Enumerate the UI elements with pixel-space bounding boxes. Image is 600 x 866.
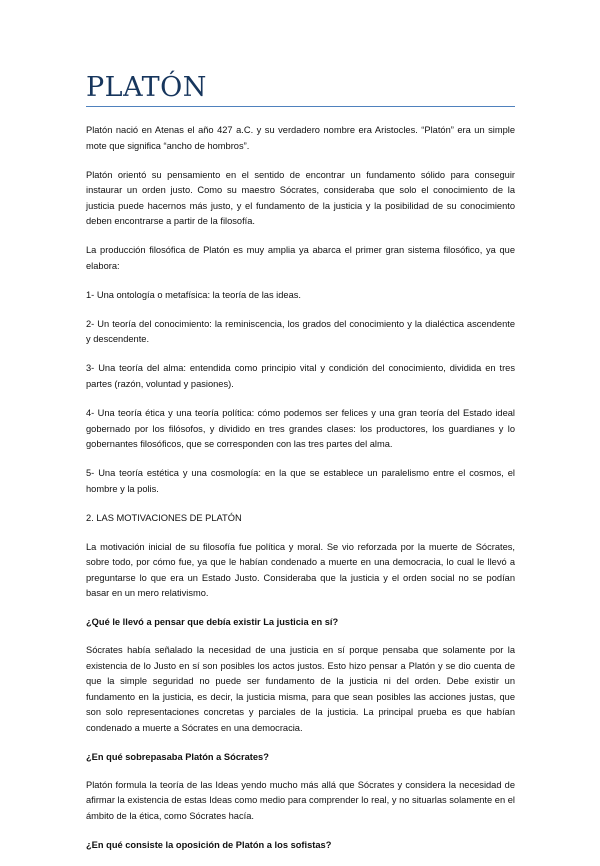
list-item-ethics-politics: 4- Una teoría ética y una teoría política: cómo podemos ser felices y una gran teoría del Estado ideal gobernado por los filósofos, y dividido en tres grandes clases: los productores, los guardianes y lo gobernantes filosóficos, que se corresponden con las tres partes del alma. xyxy=(86,408,515,450)
production-paragraph: La producción filosófica de Platón es muy amplia ya abarca el primer gran sistema filosófico, ya que elabora: xyxy=(86,245,515,271)
intro-paragraph: Platón nació en Atenas el año 427 a.C. y su verdadero nombre era Aristocles. “Platón” era un simple mote que significa “ancho de hombros”. xyxy=(86,125,515,151)
section-heading: 2. LAS MOTIVACIONES DE PLATÓN xyxy=(86,512,242,523)
motivations-paragraph: La motivación inicial de su filosofía fue política y moral. Se vio reforzada por la muerte de Sócrates, sobre todo, por cómo fue, ya que le habían condenado a muerte en una democracia, lo cual le llevó a preguntarse lo que era un Estado Justo. Consideraba que la justicia y el orden social no se podían basar en un mero relativismo. xyxy=(86,541,515,599)
list-item-knowledge: 2- Un teoría del conocimiento: la reminiscencia, los grados del conocimiento y la dialéctica ascendente y descendente. xyxy=(86,318,515,345)
question-heading: ¿En qué sobrepasaba Platón a Sócrates? xyxy=(86,751,269,762)
list-item-soul: 3- Una teoría del alma: entendida como principio vital y condición del conocimiento, dividida en tres partes (razón, voluntad y pasiones). xyxy=(86,363,515,389)
title-underline xyxy=(86,106,515,107)
answer-paragraph: Sócrates había señalado la necesidad de una justicia en sí porque pensaba que solamente por la existencia de lo Justo en sí son posibles los actos justos. Esto hizo pensar a Platón y se dio cuenta de que la simple seguridad no puede ser fundamento de la justicia ni del orden. Debe existir un fundamento en la justicia, es decir, la justicia misma, para que sean posibles las acciones justas, que son solo representaciones concretas y parciales de la justicia. La principal prueba es que habían condenado a muerte a Sócrates en una democracia. xyxy=(86,645,515,733)
page-title: PLATÓN xyxy=(86,72,207,103)
answer-paragraph: Platón formula la teoría de las Ideas yendo mucho más allá que Sócrates y considera la necesidad de afirmar la existencia de estas Ideas como medio para comprender lo real, y no situarlas solamente en el ámbito de la ética, como Sócrates hacía. xyxy=(86,779,515,821)
list-item-aesthetics-cosmology: 5- Una teoría estética y una cosmología: en la que se establece un paralelismo entre el cosmos, el hombre y la polis. xyxy=(86,468,515,494)
list-item-ontology: 1- Una ontología o metafísica: la teoría de las ideas. xyxy=(86,289,301,300)
question-heading: ¿En qué consiste la oposición de Platón a los sofistas? xyxy=(86,839,332,850)
document-body xyxy=(86,123,515,866)
question-heading: ¿Qué le llevó a pensar que debía existir La justicia en sí? xyxy=(86,617,339,628)
orientation-paragraph: Platón orientó su pensamiento en el sentido de encontrar un fundamento sólido para conseguir instaurar un orden justo. Como su maestro Sócrates, consideraba que solo el conocimiento de la justicia puede hacernos más justo, y el fundamento de la justicia y la posibilidad de su conocimiento deben encontrarse a partir de la filosofía. xyxy=(86,169,515,227)
